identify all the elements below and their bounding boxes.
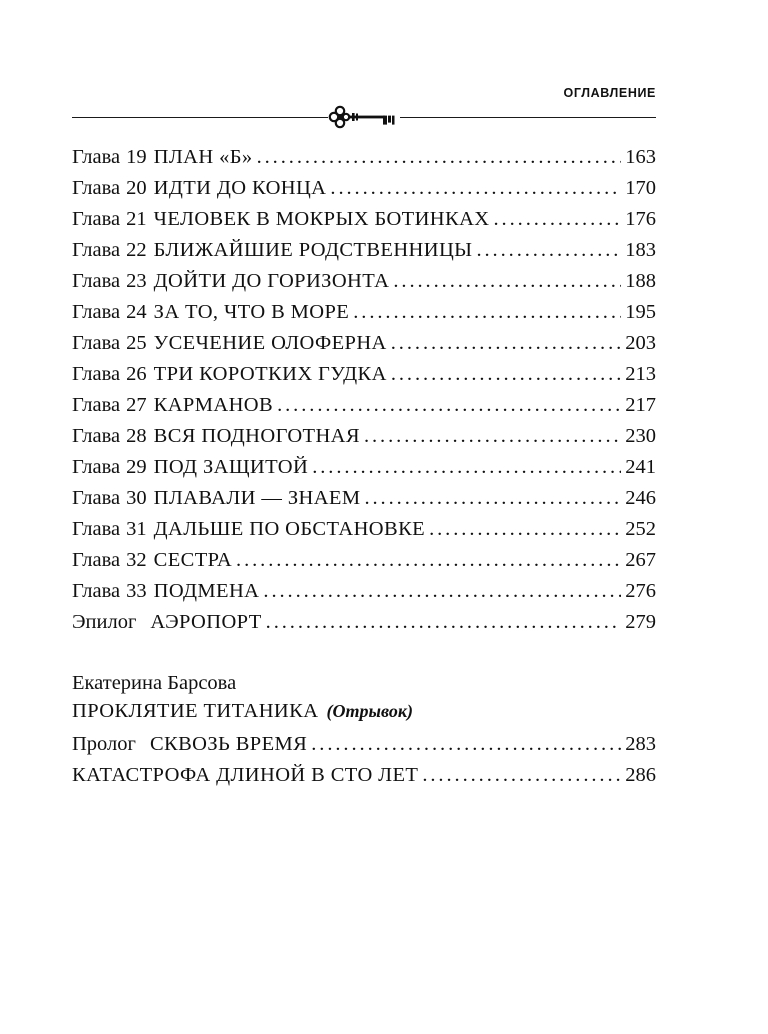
toc-dot-leader [422, 760, 621, 791]
toc-entry-number: 28 [126, 425, 147, 447]
toc-entry-title: УСЕЧЕНИЕ ОЛОФЕРНА [153, 332, 387, 354]
toc-entry[interactable] [72, 729, 656, 760]
toc-entry-label-word: Глава [72, 270, 121, 292]
toc-entry-page: 230 [625, 425, 656, 447]
toc-dot-leader [266, 607, 622, 638]
toc-entry-label-word: Глава [72, 146, 121, 168]
toc-entry[interactable] [72, 760, 656, 791]
toc-entry-page: 163 [625, 146, 656, 168]
toc-entry-title: ПЛАВАЛИ — ЗНАЕМ [153, 487, 361, 509]
toc-entry-title: ДОЙТИ ДО ГОРИЗОНТА [153, 270, 390, 292]
toc-entry-number: 27 [126, 394, 147, 416]
toc-entry-number: 26 [126, 363, 147, 385]
toc-entry-label [72, 729, 136, 760]
toc-dot-leader [312, 452, 621, 483]
excerpt-entries [72, 729, 656, 791]
toc-entry-number: 32 [126, 549, 147, 571]
toc-entry-label [72, 142, 147, 173]
toc-entry-label-word: Эпилог [72, 611, 137, 633]
toc-entry-title: ИДТИ ДО КОНЦА [153, 177, 327, 199]
toc-entry[interactable] [72, 297, 656, 328]
toc-entry-title: СКВОЗЬ ВРЕМЯ [149, 733, 308, 755]
toc-entry-number: 20 [126, 177, 147, 199]
toc-entry-number: 25 [126, 332, 147, 354]
toc-entry-label [72, 328, 147, 359]
toc-entry-title: БЛИЖАЙШИЕ РОДСТВЕННИЦЫ [153, 239, 473, 261]
toc-entry-title: ПОДМЕНА [153, 580, 260, 602]
toc-dot-leader [494, 204, 622, 235]
toc-entry-page: 195 [625, 301, 656, 323]
toc-entry-label [72, 514, 147, 545]
excerpt-book-title: ПРОКЛЯТИЕ ТИТАНИКА [72, 700, 319, 722]
toc-entry-page: 203 [625, 332, 656, 354]
toc-entry-number: 23 [126, 270, 147, 292]
toc-dot-leader [353, 297, 621, 328]
toc-entry-title: СЕСТРА [153, 549, 233, 571]
excerpt-section [72, 669, 656, 791]
table-of-contents [72, 142, 656, 638]
toc-entry[interactable] [72, 607, 656, 638]
toc-entry-label [72, 297, 147, 328]
toc-entry-title: ПОД ЗАЩИТОЙ [153, 456, 309, 478]
toc-entry[interactable] [72, 514, 656, 545]
toc-entry-label [72, 452, 147, 483]
toc-dot-leader [364, 483, 621, 514]
toc-entry[interactable] [72, 173, 656, 204]
toc-entry-label-word: Глава [72, 363, 121, 385]
toc-dot-leader [311, 729, 621, 760]
excerpt-note: (Отрывок) [326, 701, 413, 721]
toc-dot-leader [364, 421, 621, 452]
toc-entry-page: 246 [625, 487, 656, 509]
toc-entry-title: ВСЯ ПОДНОГОТНАЯ [153, 425, 360, 447]
toc-entry-label-word: Глава [72, 580, 121, 602]
toc-entry[interactable] [72, 545, 656, 576]
toc-entry[interactable] [72, 204, 656, 235]
toc-dot-leader [429, 514, 621, 545]
toc-dot-leader [391, 359, 621, 390]
toc-entry-number: 24 [126, 301, 147, 323]
toc-entry[interactable] [72, 359, 656, 390]
toc-entry-page: 170 [625, 177, 656, 199]
toc-entry-page: 183 [625, 239, 656, 261]
toc-entry-title: ДАЛЬШЕ ПО ОБСТАНОВКЕ [153, 518, 426, 540]
toc-entry-label-word: Глава [72, 487, 121, 509]
toc-entry-label-word: Глава [72, 425, 121, 447]
toc-entry-label [72, 576, 147, 607]
toc-dot-leader [277, 390, 621, 421]
toc-entry-page: 267 [625, 549, 656, 571]
toc-entry-label-word: Глава [72, 549, 121, 571]
toc-entry-page: 188 [625, 270, 656, 292]
toc-dot-leader [476, 235, 621, 266]
toc-entry-title: АЭРОПОРТ [150, 611, 262, 633]
toc-entry[interactable] [72, 421, 656, 452]
toc-entry-title: ЧЕЛОВЕК В МОКРЫХ БОТИНКАХ [153, 208, 490, 230]
toc-entry-label [72, 173, 147, 204]
toc-entry[interactable] [72, 452, 656, 483]
toc-entry-page: 176 [625, 208, 656, 230]
toc-entry[interactable] [72, 483, 656, 514]
toc-entry-label-word: Глава [72, 518, 121, 540]
toc-entry-page: 286 [625, 764, 656, 786]
toc-entry-label [72, 421, 147, 452]
toc-dot-leader [236, 545, 621, 576]
toc-entry-label [72, 204, 147, 235]
toc-entry-label-word: Глава [72, 456, 121, 478]
toc-entry-number: 21 [126, 208, 147, 230]
toc-entry-page: 213 [625, 363, 656, 385]
excerpt-book-title-line [72, 697, 656, 725]
toc-entry-label-word: Глава [72, 208, 121, 230]
toc-entry-title: КАРМАНОВ [153, 394, 274, 416]
toc-entry[interactable] [72, 328, 656, 359]
toc-entry-label-word: Глава [72, 394, 121, 416]
toc-entry[interactable] [72, 390, 656, 421]
toc-entry-page: 252 [625, 518, 656, 540]
toc-entry-label [72, 266, 147, 297]
toc-entry-label-word: Глава [72, 239, 121, 261]
toc-entry-number: 22 [126, 239, 147, 261]
running-header: ОГЛАВЛЕНИЕ [563, 86, 656, 100]
toc-entry-number: 31 [126, 518, 147, 540]
toc-dot-leader [263, 576, 621, 607]
toc-entry-page: 276 [625, 580, 656, 602]
toc-dot-leader [330, 173, 621, 204]
toc-dot-leader [393, 266, 621, 297]
toc-entry-number: 30 [126, 487, 147, 509]
toc-entry-label-word: Глава [72, 177, 121, 199]
skeleton-key-icon [328, 103, 400, 131]
toc-entry-number: 19 [126, 146, 147, 168]
toc-entry-label [72, 390, 147, 421]
toc-entry-label-word: Глава [72, 301, 121, 323]
excerpt-author: Екатерина Барсова [72, 672, 237, 694]
toc-entry-page: 283 [625, 733, 656, 755]
toc-entry[interactable] [72, 576, 656, 607]
toc-entry[interactable] [72, 235, 656, 266]
toc-entry-label [72, 607, 136, 638]
toc-entry-number: 29 [126, 456, 147, 478]
toc-entry-number: 33 [126, 580, 147, 602]
toc-entry-page: 217 [625, 394, 656, 416]
toc-entry-label-word: Пролог [72, 733, 136, 755]
toc-entry[interactable] [72, 266, 656, 297]
toc-entry-title: ЗА ТО, ЧТО В МОРЕ [153, 301, 350, 323]
toc-entry-page: 241 [625, 456, 656, 478]
toc-entry-label [72, 483, 147, 514]
toc-entry-label [72, 235, 147, 266]
toc-entry-title: ТРИ КОРОТКИХ ГУДКА [153, 363, 387, 385]
toc-entry-page: 279 [625, 611, 656, 633]
toc-dot-leader [391, 328, 622, 359]
toc-entry-label-word: Глава [72, 332, 121, 354]
toc-entry-label [72, 359, 147, 390]
toc-entry-title: КАТАСТРОФА ДЛИНОЙ В СТО ЛЕТ [72, 764, 419, 786]
toc-entry[interactable] [72, 142, 656, 173]
toc-dot-leader [257, 142, 622, 173]
toc-entry-label [72, 545, 147, 576]
toc-entry-title: ПЛАН «Б» [153, 146, 253, 168]
